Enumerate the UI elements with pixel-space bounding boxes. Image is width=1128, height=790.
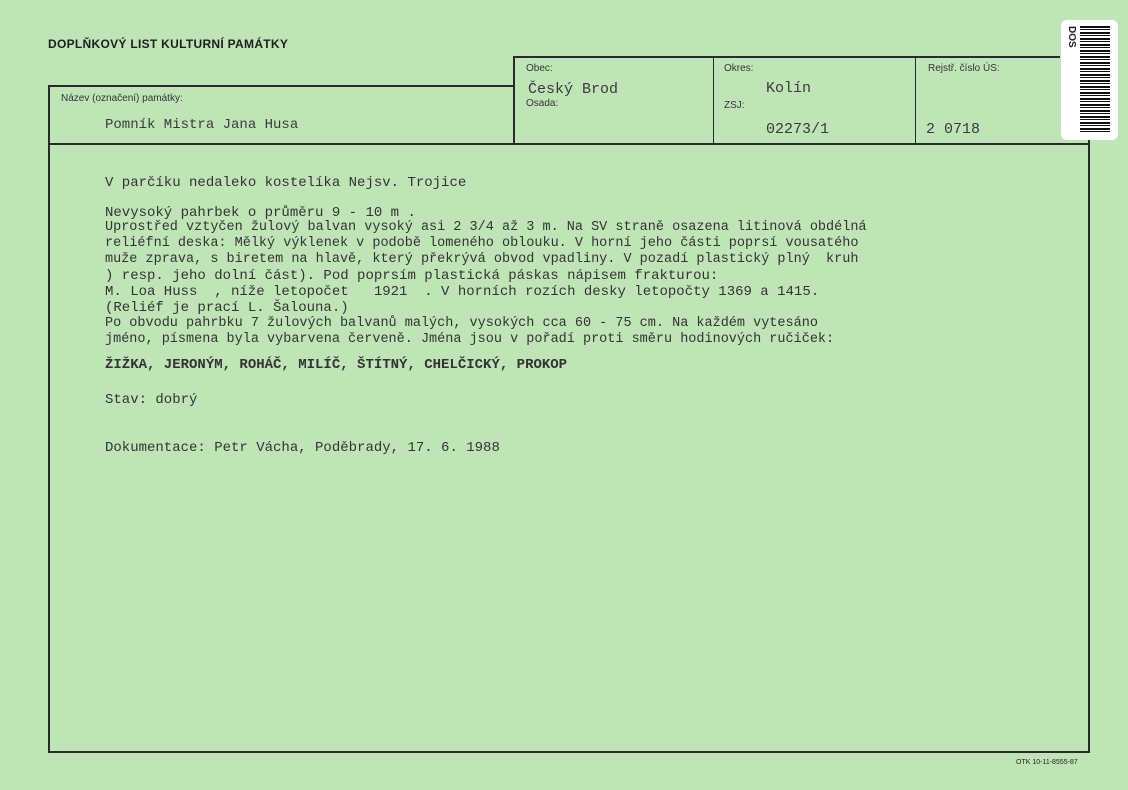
body-line: V parčíku nedaleko kostelíka Nejsv. Trojice (105, 175, 467, 191)
zsj-value: 02273/1 (766, 121, 830, 138)
obec-label: Obec: (526, 63, 553, 74)
bottom-rule (48, 751, 1090, 753)
col-rule-1 (513, 56, 515, 144)
rejstr-value: 2 0718 (926, 121, 981, 138)
body-line: Dokumentace: Petr Vácha, Poděbrady, 17. 6. 1988 (105, 440, 500, 456)
body-line: Stav: dobrý (105, 392, 198, 408)
form-title: DOPLŇKOVÝ LIST KULTURNÍ PAMÁTKY (48, 37, 289, 51)
body-line: Nevysoký pahrbek o průměru 9 - 10 m . (105, 205, 416, 221)
body-line: muže zprava, s biretem na hlavě, který překrývá obvod vpadliny. V pozadí plastický plný kruh (105, 252, 859, 267)
nazev-value: Pomník Mistra Jana Husa (105, 117, 299, 133)
barcode-label: DOS (1066, 26, 1077, 48)
footer-code: OTK 10-11-8555-87 (1016, 759, 1078, 766)
right-rule (1088, 140, 1090, 753)
body-line: ŽIŽKA, JERONÝM, ROHÁČ, MILÍČ, ŠTÍTNÝ, CHELČICKÝ, PROKOP (105, 357, 568, 373)
zsj-label: ZSJ: (724, 100, 745, 111)
osada-label: Osada: (526, 98, 559, 109)
rejstr-label: Rejstř. číslo ÚS: (928, 63, 1000, 74)
body-line: reliéfní deska: Mělký výklenek v podobě lomeného oblouku. V horní jeho části poprsí vousatého (105, 236, 859, 251)
nazev-label: Název (označení) památky: (61, 93, 183, 104)
okres-label: Okres: (724, 63, 754, 74)
col-rule-2 (713, 56, 714, 144)
barcode-icon (1080, 26, 1110, 132)
body-line: ) resp. jeho dolní část). Pod poprsím plastická páskas nápisem frakturou: (105, 268, 719, 284)
left-rule (48, 85, 50, 753)
body-line: jméno, písmena byla vybarvena červeně. Jména jsou v pořadí proti směru hodinových ručiček: (105, 332, 835, 347)
header-bottom-rule (48, 143, 1089, 145)
okres-value: Kolín (766, 80, 812, 97)
body-line: (Reliéf je prací L. Šalouna.) (105, 300, 349, 316)
col-rule-3 (915, 56, 916, 144)
obec-value: Český Brod (528, 81, 619, 98)
body-line: M. Loa Huss , níže letopočet 1921 . V horních rozích desky letopočty 1369 a 1415. (105, 284, 820, 300)
name-top-rule (48, 85, 514, 87)
top-rule (513, 56, 1060, 58)
body-line: Po obvodu pahrbku 7 žulových balvanů malých, vysokých cca 60 - 75 cm. Na každém vytesáno (105, 316, 818, 331)
body-line: Uprostřed vztyčen žulový balvan vysoký asi 2 3/4 až 3 m. Na SV straně osazena litinová obdélná (105, 220, 867, 235)
